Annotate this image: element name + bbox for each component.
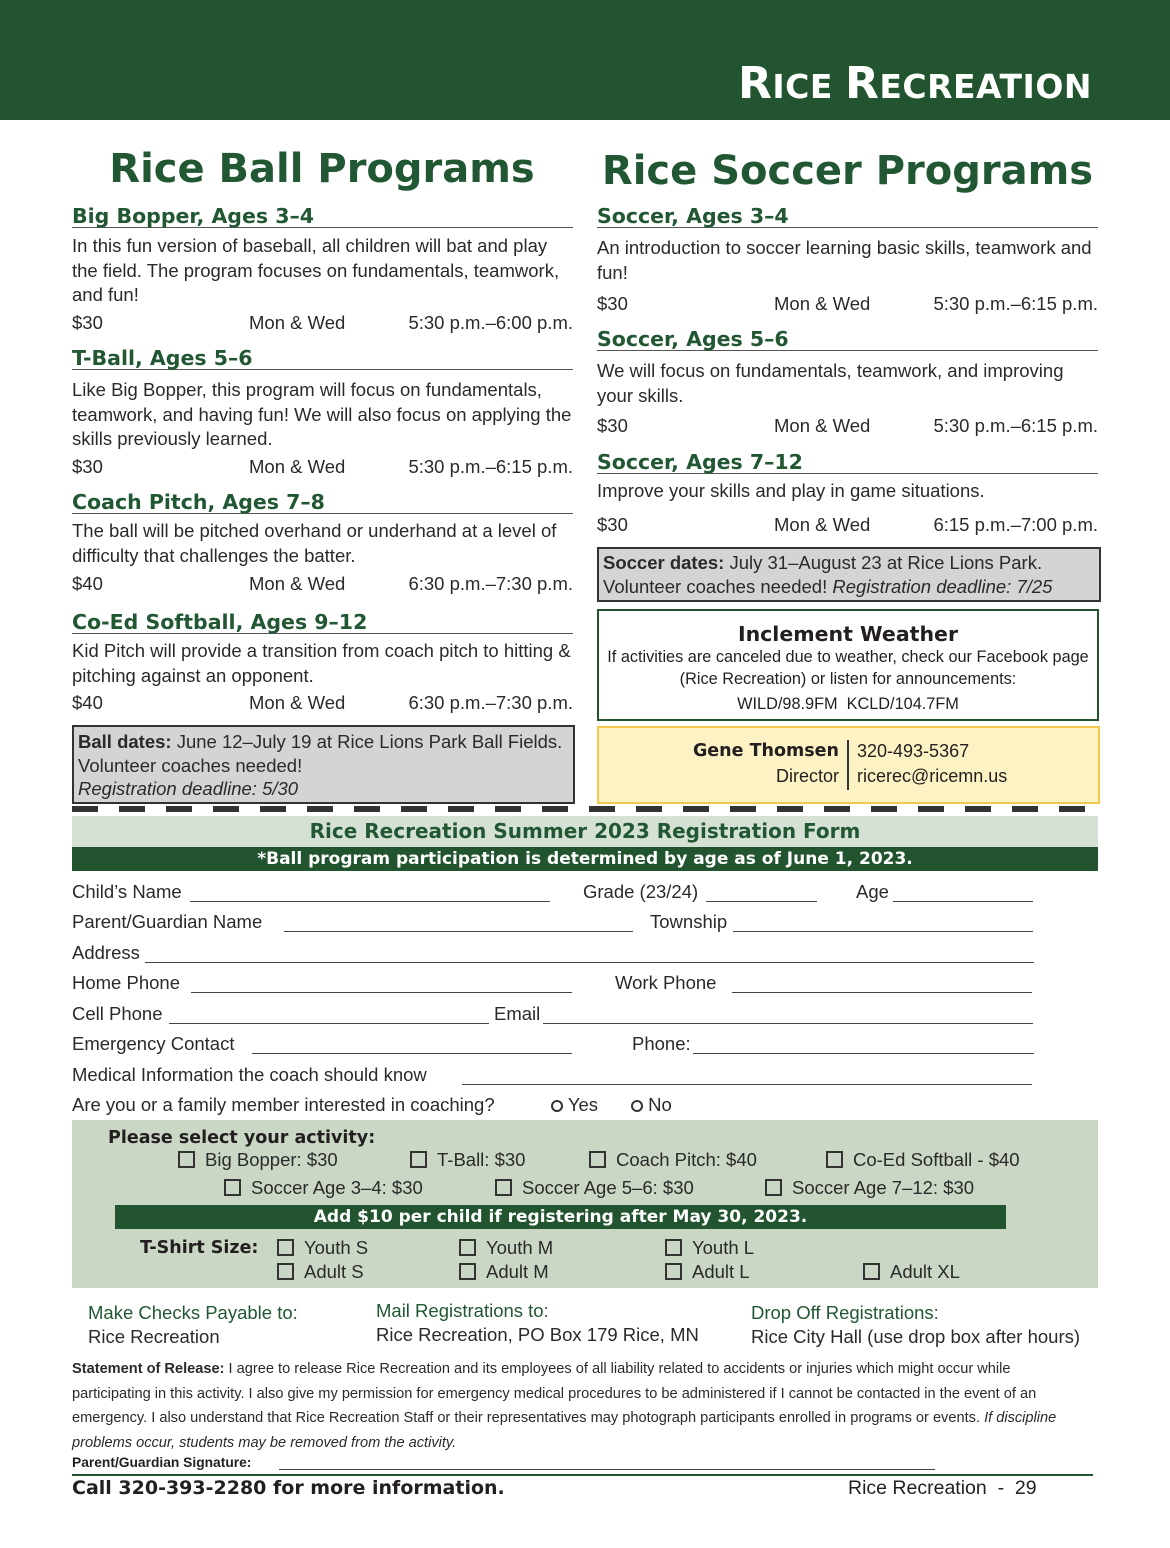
program-heading: Co-Ed Softball, Ages 9–12: [72, 610, 573, 634]
time: 5:30 p.m.–6:15 p.m.: [408, 456, 573, 477]
ball-programs-title: Rice Ball Programs: [109, 146, 535, 192]
time: 6:30 p.m.–7:30 p.m.: [408, 573, 573, 594]
activity-big-bopper[interactable]: [178, 1148, 338, 1172]
checkbox-icon[interactable]: [765, 1179, 782, 1196]
size-adult-xl[interactable]: [863, 1260, 960, 1284]
checks-label: Make Checks Payable to:: [88, 1302, 298, 1323]
program-schedule: [597, 293, 1098, 317]
checkbox-icon[interactable]: [665, 1239, 682, 1256]
size-label: Youth S: [304, 1237, 369, 1258]
age-label: Age: [856, 881, 889, 902]
size-youth-s[interactable]: [277, 1236, 368, 1260]
cut-line: [72, 806, 1098, 812]
program-heading: Big Bopper, Ages 3–4: [72, 204, 573, 228]
tshirt-label: T-Shirt Size:: [140, 1238, 259, 1258]
size-youth-l[interactable]: [665, 1236, 754, 1260]
checkbox-icon[interactable]: [224, 1179, 241, 1196]
time: 6:15 p.m.–7:00 p.m.: [933, 514, 1098, 535]
program-heading: T-Ball, Ages 5–6: [72, 346, 573, 370]
coaching-yes[interactable]: [551, 1094, 598, 1120]
checkbox-icon[interactable]: [826, 1151, 843, 1168]
size-adult-l[interactable]: [665, 1260, 750, 1284]
checkbox-icon[interactable]: [410, 1151, 427, 1168]
ball-deadline: Registration deadline: 5/30: [78, 778, 299, 799]
size-youth-m[interactable]: [459, 1236, 553, 1260]
price: $30: [72, 312, 103, 333]
coaching-label: Are you or a family member interested in coaching?: [72, 1094, 495, 1115]
size-label: Youth L: [692, 1237, 755, 1258]
grade-label: Grade (23/24): [583, 881, 699, 902]
program-description: Like Big Bopper, this program will focus on fundamentals, teamwork, and having fun! We will also focus on applying the skills previously learned.: [72, 379, 572, 449]
no-label: No: [648, 1094, 672, 1115]
header-banner: [0, 0, 1170, 120]
release-italic: If discipline problems occur, students may be removed from the activity.: [72, 1410, 1057, 1451]
footer-call: Call 320-393-2280 for more information.: [72, 1477, 505, 1499]
footer-rule: [72, 1474, 1093, 1476]
mail-value: Rice Recreation, PO Box 179 Rice, MN: [376, 1324, 699, 1345]
activity-label: Soccer Age 7–12: $30: [792, 1177, 975, 1198]
signature-field[interactable]: [279, 1469, 935, 1470]
address-label: Address: [72, 942, 140, 963]
program-description: The ball will be pitched overhand or underhand at a level of difficulty that challenges the batter.: [72, 520, 557, 566]
days: Mon & Wed: [249, 456, 346, 477]
checkbox-icon[interactable]: [459, 1239, 476, 1256]
price: $40: [72, 573, 103, 594]
township-field[interactable]: [733, 931, 1033, 932]
program-heading: Soccer, Ages 3–4: [597, 204, 1098, 228]
program-schedule: [72, 692, 573, 716]
page-number: Rice Recreation - 29: [848, 1477, 1037, 1499]
cell-phone-field[interactable]: [169, 1023, 489, 1024]
child-name-field[interactable]: [190, 901, 550, 902]
program-schedule: [72, 312, 573, 336]
title-cap: R: [738, 58, 773, 109]
activity-soccer-5-6[interactable]: [495, 1176, 694, 1200]
title-cap: R: [844, 58, 880, 109]
weather-title: Inclement Weather: [737, 622, 959, 646]
phone-label: Phone:: [632, 1033, 691, 1054]
release-text: I agree to release Rice Recreation and its employees of all liability related to accidents or injuries which might occur while participating in this activity. I also give my permission for emergency medical procedures to be administered if I cannot be contacted in the event of an emergency. I also understand that Rice Recreation Staff or their representatives may photograph participants enrolled in programs or events.: [72, 1361, 1037, 1426]
mail-label: Mail Registrations to:: [376, 1300, 549, 1321]
activity-label: Soccer Age 3–4: $30: [251, 1177, 423, 1198]
price: $30: [597, 293, 628, 314]
activity-tball[interactable]: [410, 1148, 525, 1172]
program-schedule: [597, 415, 1098, 439]
checkbox-icon[interactable]: [863, 1263, 880, 1280]
contact-name: Gene Thomsen: [692, 741, 839, 761]
ball-dates-text: June 12–July 19 at Rice Lions Park Ball Fields. Volunteer coaches needed!: [78, 731, 563, 776]
checkbox-icon[interactable]: [277, 1263, 294, 1280]
emergency-phone-field[interactable]: [693, 1053, 1034, 1054]
form-title: Rice Recreation Summer 2023 Registration Form: [72, 816, 1098, 847]
parent-name-field[interactable]: [284, 931, 633, 932]
drop-label: Drop Off Registrations:: [751, 1302, 939, 1323]
program-heading: Coach Pitch, Ages 7–8: [72, 490, 573, 514]
weather-stations: WILD/98.9FM KCLD/104.7FM: [737, 695, 959, 713]
time: 5:30 p.m.–6:15 p.m.: [933, 293, 1098, 314]
days: Mon & Wed: [774, 514, 871, 535]
activity-soccer-3-4[interactable]: [224, 1176, 423, 1200]
contact-phone: 320-493-5367: [857, 741, 970, 761]
time: 5:30 p.m.–6:00 p.m.: [408, 312, 573, 333]
program-description: Improve your skills and play in game situations.: [597, 480, 985, 501]
weather-box: [597, 609, 1099, 721]
contact-role: Director: [775, 766, 839, 786]
size-adult-m[interactable]: [459, 1260, 549, 1284]
program-schedule: [72, 456, 573, 480]
time: 6:30 p.m.–7:30 p.m.: [408, 692, 573, 713]
medical-field[interactable]: [462, 1084, 1032, 1085]
email-label: Email: [494, 1003, 541, 1024]
soccer-dates-text: July 31–August 23 at Rice Lions Park. Volunteer coaches needed!: [603, 552, 1043, 597]
activity-prompt: Please select your activity:: [108, 1128, 376, 1148]
home-phone-field[interactable]: [191, 992, 572, 993]
activity-label: Coach Pitch: $40: [616, 1149, 757, 1170]
radio-icon[interactable]: [551, 1100, 563, 1112]
form-note: *Ball program participation is determined by age as of June 1, 2023.: [72, 847, 1098, 871]
work-phone-field[interactable]: [732, 992, 1032, 993]
soccer-programs-title: Rice Soccer Programs: [601, 148, 1094, 194]
activity-label: Soccer Age 5–6: $30: [522, 1177, 694, 1198]
contact-box: [597, 726, 1100, 804]
title-rest: ECREATION: [879, 67, 1092, 106]
grade-field[interactable]: [706, 901, 817, 902]
coaching-no[interactable]: [631, 1094, 672, 1120]
cell-phone-label: Cell Phone: [72, 1003, 163, 1024]
program-heading: Soccer, Ages 5–6: [597, 327, 1098, 351]
activity-label: Big Bopper: $30: [205, 1149, 338, 1170]
days: Mon & Wed: [249, 692, 346, 713]
parent-name-label: Parent/Guardian Name: [72, 911, 263, 932]
checkbox-icon[interactable]: [589, 1151, 606, 1168]
days: Mon & Wed: [249, 312, 346, 333]
size-label: Adult XL: [890, 1261, 960, 1282]
township-label: Township: [650, 911, 728, 932]
medical-label: Medical Information the coach should know: [72, 1064, 427, 1085]
size-label: Youth M: [486, 1237, 554, 1258]
size-label: Adult M: [486, 1261, 549, 1282]
contact-email[interactable]: ricerec@ricemn.us: [857, 766, 1008, 786]
program-schedule: [597, 514, 1098, 538]
age-field[interactable]: [893, 901, 1033, 902]
program-description: Kid Pitch will provide a transition from coach pitch to hitting & pitching against an opponent.: [72, 640, 571, 686]
checks-value: Rice Recreation: [88, 1326, 220, 1347]
size-label: Adult S: [304, 1261, 364, 1282]
email-field[interactable]: [543, 1023, 1033, 1024]
program-schedule: [72, 573, 573, 597]
ball-dates-label: Ball dates:: [78, 731, 172, 752]
activity-coach-pitch[interactable]: [589, 1148, 757, 1172]
soccer-dates-label: Soccer dates:: [603, 552, 725, 573]
activity-coed-softball[interactable]: [826, 1148, 1020, 1172]
days: Mon & Wed: [774, 293, 871, 314]
activity-label: T-Ball: $30: [437, 1149, 526, 1170]
checkbox-icon[interactable]: [495, 1179, 512, 1196]
signature-label: Parent/Guardian Signature:: [72, 1455, 252, 1470]
program-description: In this fun version of baseball, all children will bat and play the field. The program focuses on fundamentals, teamwork, and fun!: [72, 235, 560, 305]
size-adult-s[interactable]: [277, 1260, 364, 1284]
price: $30: [72, 456, 103, 477]
weather-text: If activities are canceled due to weather, check our Facebook page (Rice Recreation) or listen for announcements:: [607, 648, 1089, 688]
drop-value: Rice City Hall (use drop box after hours): [751, 1326, 1081, 1347]
time: 5:30 p.m.–6:15 p.m.: [933, 415, 1098, 436]
checkbox-icon[interactable]: [665, 1263, 682, 1280]
days: Mon & Wed: [249, 573, 346, 594]
soccer-deadline: Registration deadline: 7/25: [832, 575, 1053, 597]
statement-of-release: [72, 1357, 1072, 1455]
yes-label: Yes: [567, 1094, 598, 1115]
child-name-label: Child’s Name: [72, 881, 182, 902]
program-description: An introduction to soccer learning basic skills, teamwork and fun!: [597, 237, 1092, 283]
checkbox-icon[interactable]: [277, 1239, 294, 1256]
activity-label: Co-Ed Softball - $40: [853, 1149, 1020, 1170]
work-phone-label: Work Phone: [615, 972, 717, 993]
radio-icon[interactable]: [631, 1100, 643, 1112]
address-field[interactable]: [145, 962, 1034, 963]
program-heading: Soccer, Ages 7–12: [597, 450, 1098, 474]
days: Mon & Wed: [774, 415, 871, 436]
price: $40: [72, 692, 103, 713]
size-label: Adult L: [692, 1261, 750, 1282]
release-label: Statement of Release:: [72, 1361, 225, 1377]
checkbox-icon[interactable]: [178, 1151, 195, 1168]
ball-dates-box: [72, 725, 575, 804]
program-description: We will focus on fundamentals, teamwork, and improving your skills.: [597, 360, 1064, 406]
soccer-dates-box: [597, 547, 1101, 602]
title-rest: ICE: [772, 67, 833, 106]
price: $30: [597, 415, 628, 436]
activity-soccer-7-12[interactable]: [765, 1176, 974, 1200]
home-phone-label: Home Phone: [72, 972, 180, 993]
section-title: [738, 58, 1092, 109]
emergency-label: Emergency Contact: [72, 1033, 235, 1054]
emergency-field[interactable]: [252, 1053, 572, 1054]
late-fee-bar: Add $10 per child if registering after May 30, 2023.: [115, 1205, 1006, 1229]
checkbox-icon[interactable]: [459, 1263, 476, 1280]
price: $30: [597, 514, 628, 535]
contact-divider: [847, 740, 849, 790]
